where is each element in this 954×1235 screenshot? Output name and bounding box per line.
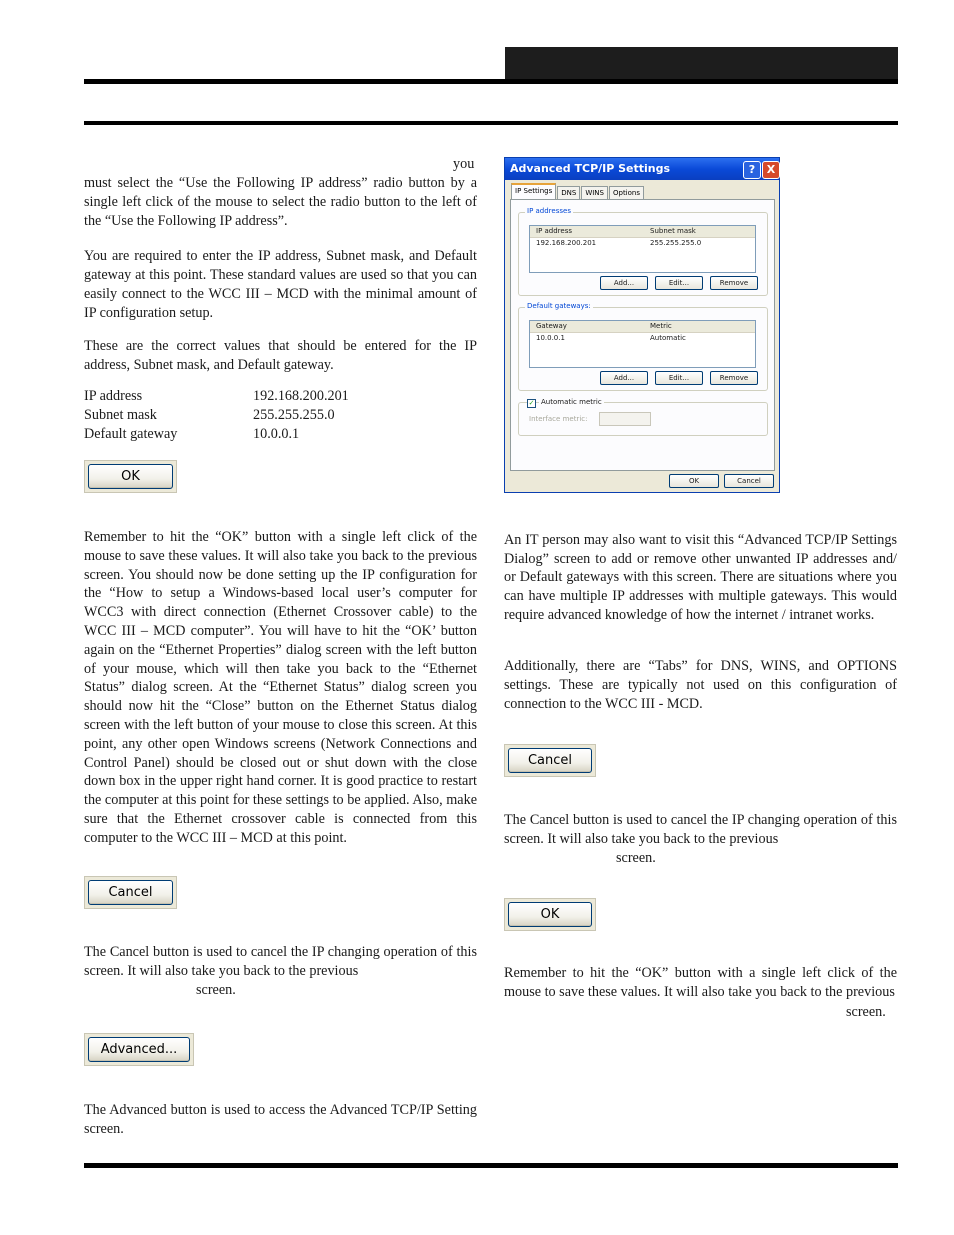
right-cancel-button-image <box>504 744 596 777</box>
advanced-button-image <box>84 1033 194 1066</box>
right-cancel-button[interactable]: Cancel <box>508 748 592 773</box>
metric-col-header: Metric <box>650 322 672 330</box>
gateway-row-address: 10.0.0.1 <box>536 334 565 342</box>
default-gateway-value: 10.0.0.1 <box>253 426 300 442</box>
left-paragraph-5: The Cancel button is used to cancel the IP changing operation of this screen. It will also take you back to the previous <box>84 944 477 979</box>
gateway-row-metric: Automatic <box>650 334 686 342</box>
ok-button-image <box>84 460 177 493</box>
default-gateway-label: Default gateway <box>84 426 178 442</box>
subnet-mask-value: 255.255.255.0 <box>253 407 335 423</box>
ip-row-subnet: 255.255.255.0 <box>650 239 702 247</box>
ip-list-header <box>530 226 755 238</box>
left-paragraph-4-text: Remember to hit the “OK” button with a single left click of the mouse to save these values. It will also take you back to the previous screen. You should now be done setting up the IP configuration for the “How to setup a Windows-based local user’s computer for WCC3 with direct connection (Ethernet Crossover cable) to the WCC III – MCD computer”. You will have to hit the “OK’ button again on the “Ethernet Properties” dialog screen with the left button of your mouse, which will then take you back to the “Ethernet Status” dialog screen. At the “Ethernet Status” dialog screen you should now hit the “Close” button on the Ethernet Status dialog screen with the left button of your mouse to close this screen. At this point, any other open Windows screens (Network Connections and Control Panel) should be closed out or shut down with the close down box in the upper right hand corner. It is good practice to restart the computer at this point for these settings to be applied. Also, make sure that the Ethernet crossover cable is connected from this computer to the WCC III – MCD at this point. <box>84 529 477 846</box>
gateway-list[interactable] <box>529 320 756 368</box>
gateway-col-header: Gateway <box>536 322 567 330</box>
ip-addresses-group <box>518 207 768 296</box>
close-icon[interactable]: X <box>762 161 780 179</box>
ip-row-address: 192.168.200.201 <box>536 239 597 247</box>
right-paragraph-1: An IT person may also want to visit this “Advanced TCP/IP Settings Dialog” screen to add or remove other unwanted IP addresses and/ or Default gateways with this screen. There are situations where you can have multiple IP addresses with multiple gateways. This would require advanced knowledge of how the internet / intranet works. <box>504 532 897 623</box>
gateways-group-label: Default gateways: <box>527 302 591 310</box>
right-paragraph-3: The Cancel button is used to cancel the IP changing operation of this screen. It will also take you back to the previous <box>504 812 897 847</box>
section-rule <box>84 121 898 125</box>
ip-add-button[interactable]: Add... <box>600 276 648 290</box>
footer-rule <box>84 1163 898 1168</box>
ip-addresses-group-label: IP addresses <box>527 207 571 215</box>
tab-row <box>511 186 645 200</box>
right-paragraph-2: Additionally, there are “Tabs” for DNS, WINS, and OPTIONS settings. These are typically not used on this configuration of connection to the WCC III - MCD. <box>504 658 897 712</box>
subnet-mask-label: Subnet mask <box>84 407 157 423</box>
tab-dns[interactable]: DNS <box>557 186 580 199</box>
dialog-ok-button[interactable]: OK <box>669 474 719 488</box>
cancel-button-image <box>84 876 177 909</box>
gateways-group <box>518 302 768 391</box>
tab-ip-settings[interactable]: IP Settings <box>511 183 556 200</box>
header-rule <box>84 79 898 84</box>
ip-address-value: 192.168.200.201 <box>253 388 349 404</box>
right-paragraph-3-tail: screen. <box>616 850 656 866</box>
automatic-metric-label: Automatic metric <box>541 398 602 406</box>
left-paragraph-3: These are the correct values that should be entered for the IP address, Subnet mask, and Default gateway. <box>84 338 477 373</box>
gw-edit-button[interactable]: Edit... <box>655 371 703 385</box>
left-paragraph-1: you must select the “Use the Following IP address” radio button by a single left click of the mouse to select the radio button to the left of the “Use the Following IP address”. <box>84 156 477 229</box>
tab-panel <box>510 199 775 471</box>
right-ok-button-image <box>504 898 596 931</box>
right-paragraph-4: Remember to hit the “OK” button with a single left click of the mouse to save these values. It will also take you back to the previous <box>504 965 897 1000</box>
tab-wins[interactable]: WINS <box>581 186 608 199</box>
header-block <box>505 47 898 80</box>
advanced-tcpip-dialog <box>504 157 780 493</box>
subnet-col-header: Subnet mask <box>650 227 696 235</box>
ip-edit-button[interactable]: Edit... <box>655 276 703 290</box>
right-paragraph-4-tail: screen. <box>846 1004 886 1020</box>
interface-metric-input[interactable] <box>599 412 651 426</box>
interface-metric-label: Interface metric: <box>529 415 588 423</box>
ip-address-list[interactable] <box>529 225 756 273</box>
automatic-metric-checkbox[interactable]: ✓ <box>528 399 535 407</box>
tab-options[interactable]: Options <box>609 186 644 199</box>
dialog-cancel-button[interactable]: Cancel <box>724 474 774 488</box>
ok-button[interactable]: OK <box>88 464 173 489</box>
cancel-button[interactable]: Cancel <box>88 880 173 905</box>
ip-remove-button[interactable]: Remove <box>710 276 758 290</box>
dialog-title: Advanced TCP/IP Settings <box>505 158 779 180</box>
left-paragraph-4 <box>84 528 477 848</box>
gw-remove-button[interactable]: Remove <box>710 371 758 385</box>
metric-group <box>518 398 768 436</box>
gw-add-button[interactable]: Add... <box>600 371 648 385</box>
ip-col-header: IP address <box>536 227 573 235</box>
gateway-list-header <box>530 321 755 333</box>
left-paragraph-2: You are required to enter the IP address, Subnet mask, and Default gateway at this point. These standard values are used so that you can easily connect to the WCC III – MCD with the minimal amount of IP configuration setup. <box>84 248 477 321</box>
advanced-button[interactable]: Advanced... <box>88 1037 190 1062</box>
help-icon[interactable]: ? <box>743 161 761 179</box>
left-paragraph-5-tail: screen. <box>196 982 236 998</box>
left-paragraph-6: The Advanced button is used to access the Advanced TCP/IP Setting screen. <box>84 1102 477 1137</box>
ip-address-label: IP address <box>84 388 143 404</box>
right-ok-button[interactable]: OK <box>508 902 592 927</box>
